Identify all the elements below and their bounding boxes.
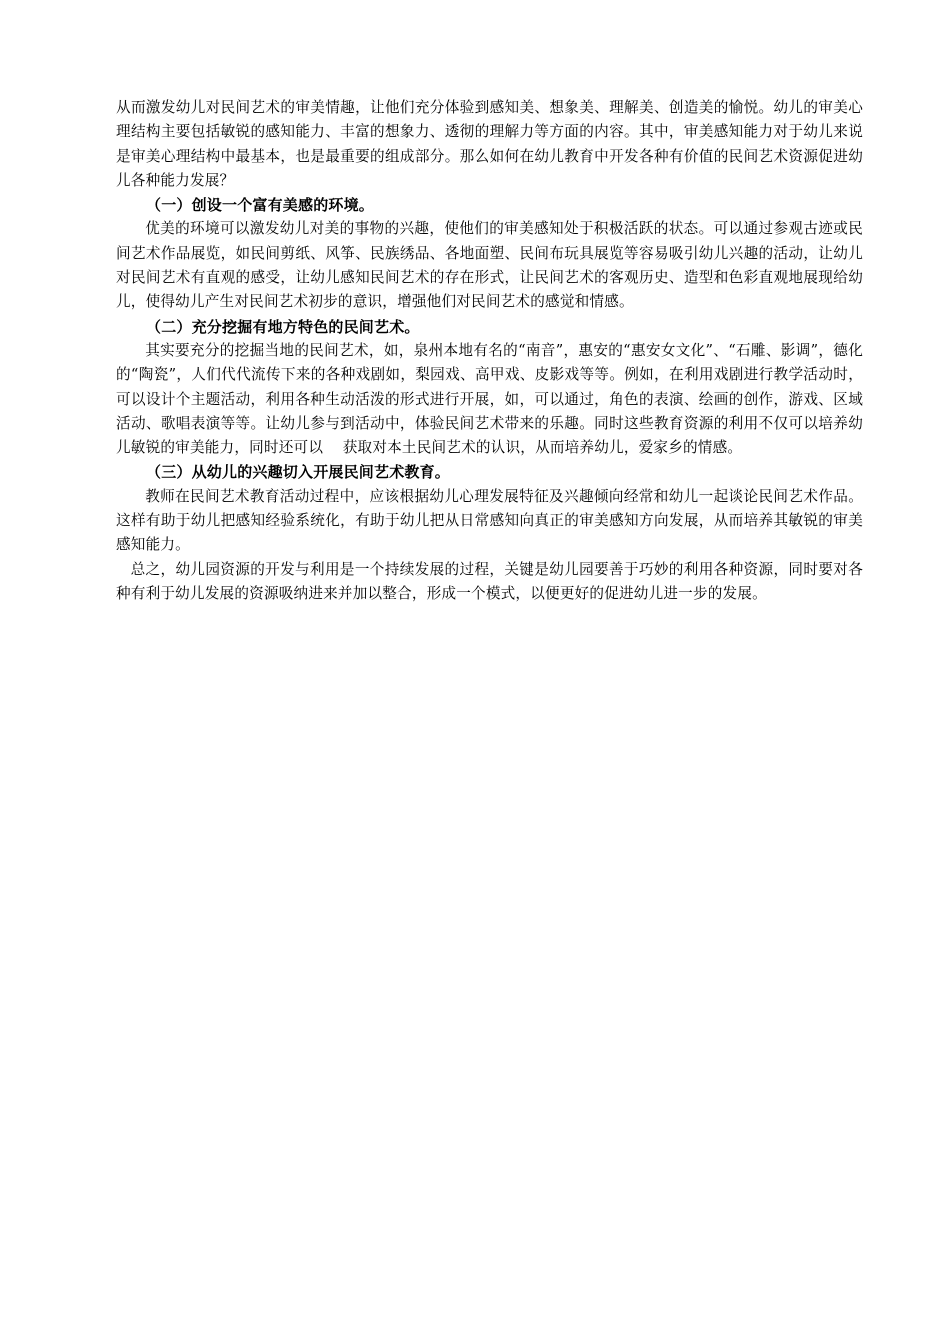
section-heading: （二）充分挖掘有地方特色的民间艺术。 bbox=[146, 317, 420, 336]
section-heading: （三）从幼儿的兴趣切入开展民间艺术教育。 bbox=[146, 463, 451, 482]
conclusion-paragraph: 总之，幼儿园资源的开发与利用是一个持续发展的过程，关键是幼儿园要善于巧妙的利用各种资源，同时要对各种有利于幼儿发展的资源吸纳进来并加以整合，形成一个模式，以便更好的促进幼儿进一步的发展。 bbox=[116, 560, 863, 602]
section-body: 教师在民间艺术教育活动过程中，应该根据幼儿心理发展特征及兴趣倾向经常和幼儿一起谈论民间艺术作品。这样有助于幼儿把感知经验系统化，有助于幼儿把从日常感知向真正的审美感知方向发展，从而培养其敏锐的审美感知能力。 bbox=[116, 487, 863, 554]
section-2 bbox=[116, 315, 863, 461]
section-body: 其实要充分的挖掘当地的民间艺术，如，泉州本地有名的“南音”，惠安的“惠安女文化”、“石雕、影调”，德化的“陶瓷”，人们代代流传下来的各种戏剧如，梨园戏、高甲戏、皮影戏等等。例如，在利用戏剧进行教学活动时，可以设计个主题活动，利用各种生动活泼的形式进行开展，如，可以通过，角色的表演、绘画的创作，游戏、区域活动、歌唱表演等等。让幼儿参与到活动中，体验民间艺术带来的乐趣。同时这些教育资源的利用不仅可以培养幼儿敏锐的审美能力，同时还可以 获取对本土民间艺术的认识，从而培养幼儿，爱家乡的情感。 bbox=[116, 341, 863, 457]
intro-paragraph: 从而激发幼儿对民间艺术的审美情趣，让他们充分体验到感知美、想象美、理解美、创造美的愉悦。幼儿的审美心理结构主要包括敏锐的感知能力、丰富的想象力、透彻的理解力等方面的内容。其中，审美感知能力对于幼儿来说是审美心理结构中最基本，也是最重要的组成部分。那么如何在幼儿教育中开发各种有价值的民间艺术资源促进幼儿各种能力发展？ bbox=[116, 99, 863, 189]
section-body: 优美的环境可以激发幼儿对美的事物的兴趣，使他们的审美感知处于积极活跃的状态。可以通过参观古迹或民间艺术作品展览，如民间剪纸、风筝、民族绣品、各地面塑、民间布玩具展览等容易吸引幼儿兴趣的活动，让幼儿对民间艺术有直观的感受，让幼儿感知民间艺术的存在形式，让民间艺术的客观历史、造型和色彩直观地展现给幼儿，使得幼儿产生对民间艺术初步的意识，增强他们对民间艺术的感觉和情感。 bbox=[116, 220, 863, 311]
section-heading: （一）创设一个富有美感的环境。 bbox=[146, 196, 375, 215]
section-1 bbox=[116, 193, 863, 314]
document-page bbox=[116, 96, 863, 606]
section-3 bbox=[116, 460, 863, 557]
